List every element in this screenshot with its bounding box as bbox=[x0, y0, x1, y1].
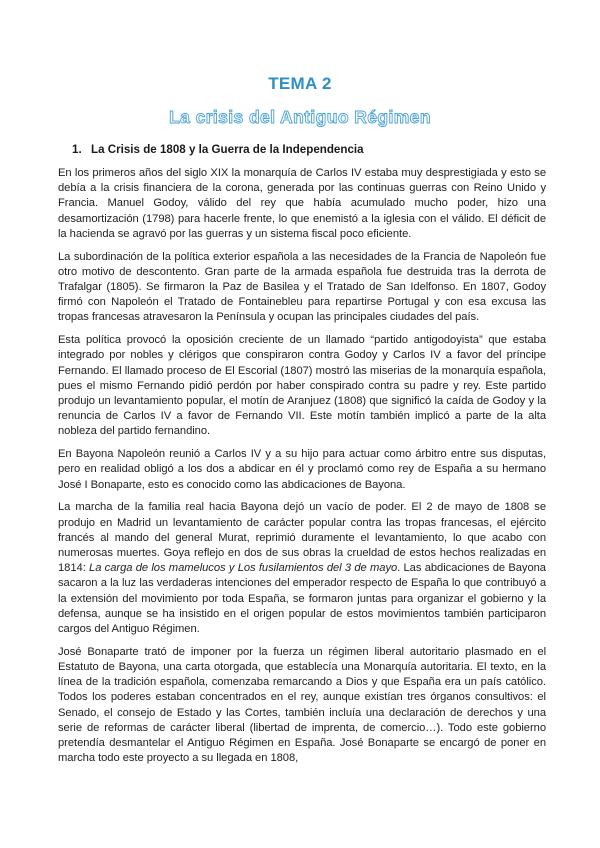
section-heading-text: La Crisis de 1808 y la Guerra de la Independencia bbox=[91, 143, 364, 156]
paragraph: En los primeros años del siglo XIX la monarquía de Carlos IV estaba muy desprestigiada y esto se debía a la crisis financiera de la corona, generada por las continuas guerras con Reino Unido y Francia. Manuel Godoy, válido del rey que había acumulado mucho poder, hizo una desamortización (1798) para hacerle frente, lo que enemistó a la iglesia con el válido. El déficit de la hacienda se agravó por las guerras y un sistema fiscal poco eficiente. bbox=[58, 167, 546, 240]
paragraph bbox=[58, 500, 546, 637]
section-number: 1. bbox=[72, 143, 82, 156]
paragraph: La subordinación de la política exterior española a las necesidades de la Francia de Napoleón fue otro motivo de descontento. Gran parte de la armada española fue destruida tras la derrota de Trafalgar (1805). Se firmaron la Paz de Basilea y el Tratado de San Idelfonso. En 1807, Godoy firmó con Napoleón el Tratado de Fontainebleu para repartirse Portugal y con esa excusa las tropas francesas atravesaron la Península y ocupan las principales ciudades del país. bbox=[58, 250, 546, 324]
artwork-titles: La carga de los mamelucos y Los fusilamientos del 3 de mayo bbox=[89, 562, 398, 575]
paragraph: Esta política provocó la oposición creciente de un llamado “partido antigodoyista” que estaba integrado por nobles y clérigos que conspiraron contra Godoy y Carlos IV a favor del príncipe Fernando. El llamado proceso de El Escorial (1807) mostró las miserias de la monarquía española, pues el mismo Fernando pidió perdón por haber conspirado contra su padre y rey. Este partido produjo un levantamiento popular, el motín de Aranjuez (1808) que significó la caída de Godoy y la renuncia de Carlos IV a favor de Fernando VII. Este motín también implicó a parte de la alta nobleza del partido fernandino. bbox=[58, 334, 546, 438]
page-title: TEMA 2 bbox=[268, 74, 332, 93]
paragraph: En Bayona Napoleón reunió a Carlos IV y a su hijo para actuar como árbitro entre sus disputas, pero en realidad obligó a los dos a abdicar en él y proclamó como rey de España a su hermano José I Bonaparte, esto es conocido como las abdicaciones de Bayona. bbox=[58, 448, 546, 491]
paragraph-text: La marcha de la familia real hacia Bayona dejó un vacío de poder. El 2 de mayo de 1808 se produjo en Madrid un levantamiento de carácter popular contra las tropas francesas, el ejército francés al mando del general Murat, reprimió duramente el levantamiento, lo que acabo con numerosas muertes. Goya reflejo en dos de sus obras la crueldad de estos hechos realizadas en 1814: bbox=[58, 501, 546, 575]
paragraph: José Bonaparte trató de imponer por la fuerza un régimen liberal autoritario plasmado en el Estatuto de Bayona, una carta otorgada, que establecía una Monarquía autoritaria. El texto, en la línea de la tradición española, comenzaba remarcando a Dios y que España era un país católico. Todos los poderes estaban concentrados en el rey, aunque existían tres órganos consultivos: el Senado, el consejo de Estado y las Cortes, también incluía una declaración de derechos y una serie de reformas de carácter liberal (libertad de imprenta, de comercio…). Todo este gobierno pretendía desmantelar el Antiguo Régimen en España. José Bonaparte se encargó de poner en marcha todo este proyecto a su llegada en 1808, bbox=[58, 645, 546, 765]
page-subtitle: La crisis del Antiguo Régimen bbox=[169, 107, 431, 127]
paragraph-text: . Las abdicaciones de Bayona sacaron a la luz las verdaderas intenciones del emperador respecto de España lo que contribuyó a la extensión del movimiento por toda España, se formaron juntas para organizar el gobierno y la defensa, aunque se ha insistido en el origen popular de estos movimientos también participaron cargos del Antiguo Régimen. bbox=[58, 562, 546, 636]
section-heading bbox=[72, 143, 552, 156]
body-text bbox=[58, 166, 546, 774]
